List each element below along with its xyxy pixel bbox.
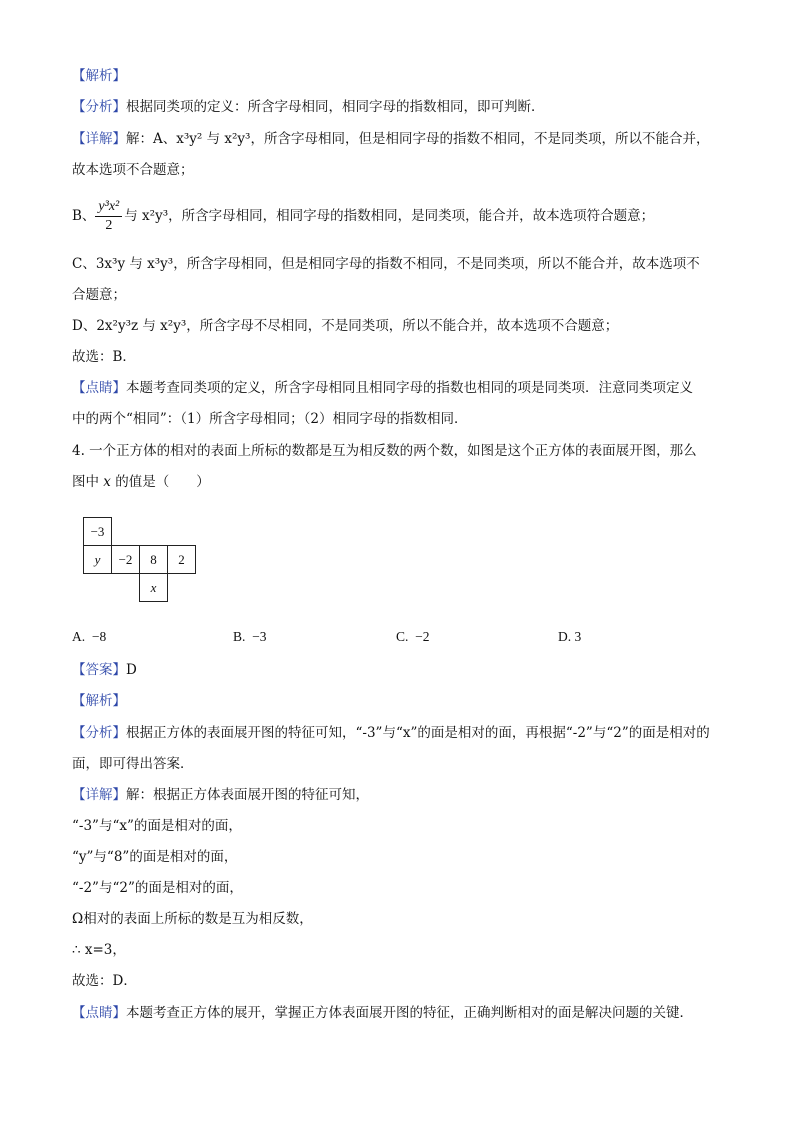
detail-line-c-cont: 合题意； [72, 287, 126, 303]
detail-step-2: “y”与“8”的面是相对的面， [72, 849, 238, 865]
net-cell-y: y [83, 545, 112, 574]
remark-line: 【点睛】本题考查同类项的定义，所含字母相同且相同字母的指数也相同的项是同类项．注意同类项定义 [72, 380, 693, 396]
choice-b: 故选：B． [72, 349, 136, 365]
analysis-heading: 【解析】 [72, 68, 126, 84]
analysis-line: 【分析】根据同类项的定义：所含字母相同，相同字母的指数相同，即可判断． [72, 99, 545, 115]
option-d: D. 3 [558, 629, 582, 644]
remark-line-2: 【点睛】本题考查正方体的展开，掌握正方体表面展开图的特征，正确判断相对的面是解决问题的关键． [72, 1005, 693, 1021]
detail-line-a-cont: 故本选项不合题意； [72, 162, 194, 178]
net-cell-neg2: −2 [111, 545, 140, 574]
detail-line-d: D、2x²y³z 与 x²y³，所含字母不尽相同，不是同类项，所以不能合并，故本选项不合题意； [72, 318, 619, 334]
detail-line-b: B、 $\frac{\text{y³x²}}{2}$ 与 x²y³，所含字母相同，相同字母的指数相同，是同类项，能合并，故本选项符合题意； [72, 199, 655, 233]
remark-line-cont: 中的两个“相同”：（1）所含字母相同；（2）相同字母的指数相同． [72, 411, 468, 427]
fraction-b: $\frac{\text{y³x²}}{2}$ [95, 198, 122, 235]
choice-d: 故选：D． [72, 973, 137, 989]
detail-step-5: ∴ x=3， [72, 942, 126, 958]
option-a: A. −8 [72, 629, 107, 644]
question-4-stem-cont: 图中 x 的值是（ ） [72, 474, 210, 490]
option-c: C. −2 [396, 629, 430, 644]
detail-step-3: “-2”与“2”的面是相对的面， [72, 880, 243, 896]
analysis-line-2-cont: 面，即可得出答案． [72, 756, 194, 772]
answer-line: 【答案】D [72, 662, 137, 678]
net-cell-2: 2 [167, 545, 196, 574]
net-cell-8: 8 [139, 545, 168, 574]
question-4-stem: 4. 一个正方体的相对的表面上所标的数都是互为相反数的两个数，如图是这个正方体的表面展开图，那么 [72, 443, 697, 459]
detail-step-4: Ω相对的表面上所标的数是互为相反数， [72, 911, 313, 927]
detail-line-2: 【详解】解：根据正方体表面展开图的特征可知， [72, 787, 369, 803]
detail-line-c: C、3x³y 与 x³y³，所含字母相同，但是相同字母的指数不相同，不是同类项，所以不能合并，故本选项不 [72, 256, 700, 272]
net-cell-top: −3 [83, 517, 112, 546]
detail-step-1: “-3”与“x”的面是相对的面， [72, 818, 242, 834]
analysis-heading-2: 【解析】 [72, 693, 126, 709]
analysis-line-2: 【分析】根据正方体的表面展开图的特征可知，“-3”与“x”的面是相对的面，再根据“-2”与“2”的面是相对的 [72, 725, 710, 741]
net-cell-x: x [139, 573, 168, 602]
option-b: B. −3 [233, 629, 267, 644]
detail-line-a: 【详解】解：A、x³y² 与 x²y³，所含字母相同，但是相同字母的指数不相同，不是同类项，所以不能合并， [72, 131, 710, 147]
